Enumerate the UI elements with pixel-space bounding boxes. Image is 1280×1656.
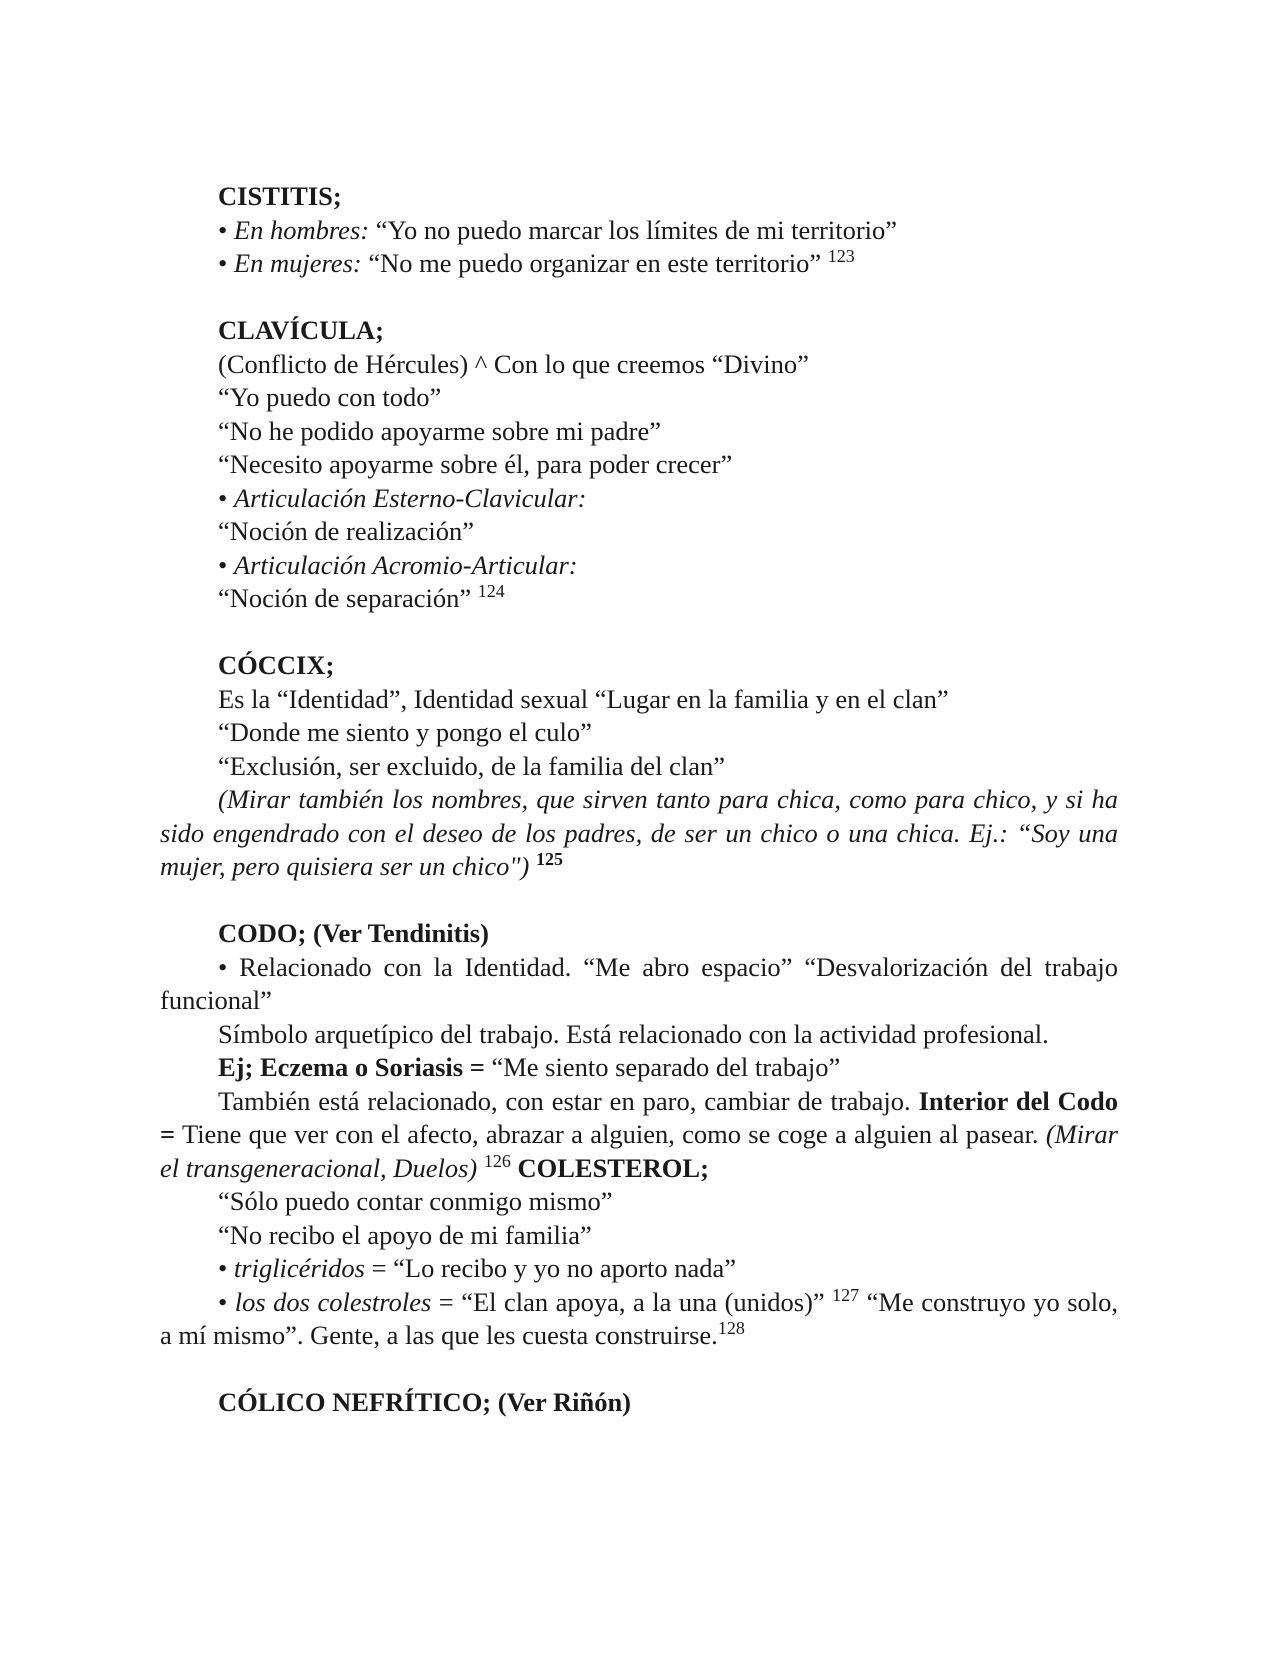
footnote-ref-128: 128 [717,1318,745,1338]
heading-codo: CODO; (Ver Tendinitis) [218,918,489,948]
heading-coccix: CÓCCIX; [218,650,335,680]
bullet: • [218,549,228,580]
clavicula-articulation-1 [160,482,1118,516]
clavicula-line-3: “No he podido apoyarme sobre mi padre” [218,415,661,446]
dos-colestroles-label: los dos colestroles [234,1286,432,1317]
clavicula-articulation-1-text: “Noción de realización” [218,516,475,546]
clavicula-line-1: (Conflicto de Hércules) ^ Con lo que creemos “Divino” [218,348,809,379]
footnote-ref-123: 123 [827,246,855,266]
dos-colestroles-text: = “El clan apoya, a la una (unidos)” [438,1286,825,1317]
codo-p4-text-1: También está relacionado, con estar en paro, cambiar de trabajo. [218,1085,911,1116]
bullet: • [218,482,228,513]
coccix-line-2: “Donde me siento y pongo el culo” [218,717,592,747]
clavicula-line-4: “Necesito apoyarme sobre él, para poder crecer” [218,449,733,479]
codo-paragraph-2: Símbolo arquetípico del trabajo. Está relacionado con la actividad profesional. [218,1018,1049,1049]
coccix-line-1: Es la “Identidad”, Identidad sexual “Lugar en la familia y en el clan” [218,683,949,714]
document-page [160,180,1118,1420]
footnote-ref-126: 126 [483,1150,511,1171]
codo-paragraph-4 [160,1085,1118,1186]
trigliceridos-label: triglicéridos [233,1253,365,1283]
articulation-2-quote: “Noción de separación” [218,583,472,613]
colesterol-line-2: “No recibo el apoyo de mi familia” [218,1219,592,1250]
codo-p3-text: “Me siento separado del trabajo” [491,1052,841,1082]
codo-paragraph-3 [160,1051,1118,1085]
heading-colesterol: COLESTEROL; [517,1152,709,1183]
heading-clavicula: CLAVÍCULA; [218,315,384,345]
codo-p3-bold: Ej; Eczema o Soriasis = [218,1052,485,1082]
dos-colestroles-text-2: “Me construyo yo solo, a mí mismo”. Gente, a las que les cuesta construirse. [160,1286,1118,1350]
colesterol-trigliceridos [160,1252,1118,1286]
footnote-ref-127: 127 [832,1284,860,1305]
bullet: • [218,951,228,982]
bullet: • [218,1286,228,1317]
cistitis-men-label: En hombres: [233,214,370,245]
codo-p1-text: Relacionado con la Identidad. “Me abro espacio” “Desvalorización del trabajo funcional” [160,951,1118,1015]
articulation-1-label: Articulación Esterno-Clavicular: [233,482,587,513]
trigliceridos-text: = “Lo recibo y yo no aporto nada” [371,1253,737,1283]
codo-paragraph-1 [160,951,1118,1018]
cistitis-women-line [160,247,1118,281]
cistitis-men-text: “Yo no puedo marcar los límites de mi territorio” [375,214,898,245]
bullet: • [218,1253,228,1283]
articulation-2-label: Articulación Acromio-Articular: [233,549,578,580]
bullet: • [218,248,228,278]
coccix-note-text: (Mirar también los nombres, que sirven tanto para chica, como para chico, y si ha sido engendrado con el deseo de los padres, de ser un chico o una chica. Ej.: “Soy una mujer, pero quisiera ser un chico") [160,784,1118,881]
heading-colico-nefritico: CÓLICO NEFRÍTICO; (Ver Riñón) [218,1387,632,1417]
codo-p4-italic: (Mirar el transgeneracional, Duelos) [160,1119,1118,1183]
footnote-ref-125: 125 [535,849,563,869]
colesterol-line-1: “Sólo puedo contar conmigo mismo” [218,1186,613,1216]
cistitis-women-text: “No me puedo organizar en este territorio” [368,248,822,278]
cistitis-men-line [160,214,1118,248]
clavicula-articulation-2 [160,549,1118,583]
coccix-line-3: “Exclusión, ser excluido, de la familia del clan” [218,750,725,781]
cistitis-women-label: En mujeres: [233,248,362,278]
clavicula-line-2: “Yo puedo con todo” [218,382,442,412]
bullet: • [218,214,228,245]
codo-p4-bold: Interior del Codo = [160,1085,1118,1149]
clavicula-articulation-2-text [160,582,1118,616]
coccix-note [160,783,1118,884]
codo-p4-text-2: Tiene que ver con el afecto, abrazar a alguien, como se coge a alguien al pasear. [181,1119,1039,1149]
colesterol-dos [160,1286,1118,1353]
heading-cistitis: CISTITIS; [218,181,342,211]
footnote-ref-124: 124 [477,581,505,601]
